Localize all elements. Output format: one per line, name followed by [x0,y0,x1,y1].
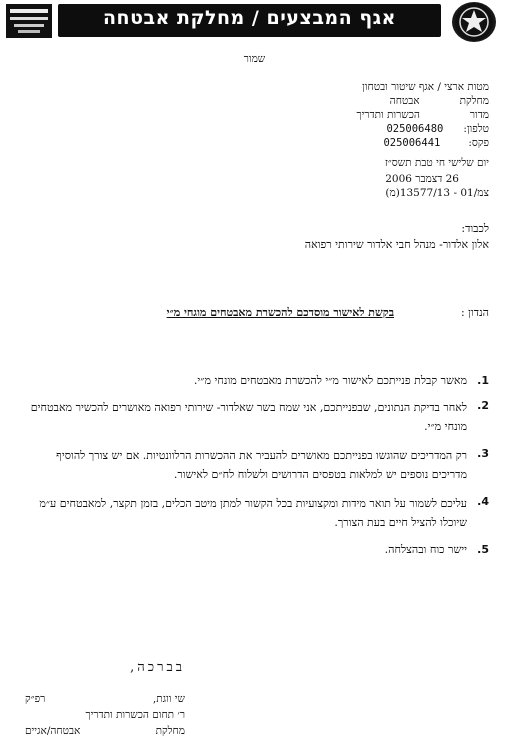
signer-rank: רפ״ק [25,693,46,705]
sender-row: טלפון: 025006480 [386,123,489,135]
signature-name-row [25,692,185,706]
body-list [29,373,489,557]
page-title: אגף המבצעים / מחלקת אבטחה [102,7,396,29]
list-item: 5. יישר כוח ובהצלחה. [384,543,489,556]
signer-dept-row: מחלקת אבטחה/אגיים [25,725,185,737]
gregorian-date: 26 דצמבר 2006 [385,173,459,185]
subject-label: הנדון : [460,306,489,319]
hebrew-date: יום שלישי חי טבת תשס״ז [384,157,489,169]
list-item: 1. מאשר קבלת פנייתכם לאישור מ״י להכשרת מאבטחים מונחי מ״י. [193,374,489,387]
to-label: לכבוד: [461,222,489,235]
list-item: 3. רק המדריכים שהוגשו בפנייתכם מאושרים להעביר את ההכשרות הרלוונטיות. אם יש צורך להוסיף מדריכים נוספים יש למלאות בטפסים הדרושים ולשלוח לח״ם לאישור. [56,447,489,481]
sender-row: פקס: 025006441 [383,137,489,149]
sender-unit: מטות ארצי / אגף שיטור ובטחון [362,81,489,93]
closing-greeting: בברכה, [130,660,185,675]
subject-text: בקשת לאישור מוסדכם להכשרת מאבטחים מוגחי מ״י [166,306,394,319]
sender-row: מחלקת אבטחה [389,95,489,107]
police-emblem-icon [6,4,52,38]
list-item: 4. עליכם לשמור על תואר מידות ומקצועיות בכל הקשור למתן מיטב הכלים, בזמן תקצר, למאבטחים ע״מ שיוכלו להציל חיים בעת הצורך. [39,495,489,529]
header-banner [58,4,441,37]
sender-details [319,94,489,150]
classification-label: שמור [243,53,266,65]
reference-number: צמ/01 - 13577/13(מ) [385,187,489,199]
police-logo-left [6,4,52,38]
recipient-name: אלון אלדור- מנהל חבי אלדור שירותי רפואה [304,238,489,251]
signer-name: שי ווגת, [152,693,185,705]
police-badge-right [452,2,496,42]
list-item: 2. לאחר בדיקת הנתונים, שבפנייתכם, אני שמח בשר שאלדור- שירותי רפואה מאושרים להכשיר מאבטחים מונחי מ״י. [30,399,489,433]
signer-role: ר׳ תחום הכשרות ותדריך [85,709,185,721]
sender-row: מדור הכשרות ותדריך [356,109,489,121]
star-badge-icon [452,2,496,42]
